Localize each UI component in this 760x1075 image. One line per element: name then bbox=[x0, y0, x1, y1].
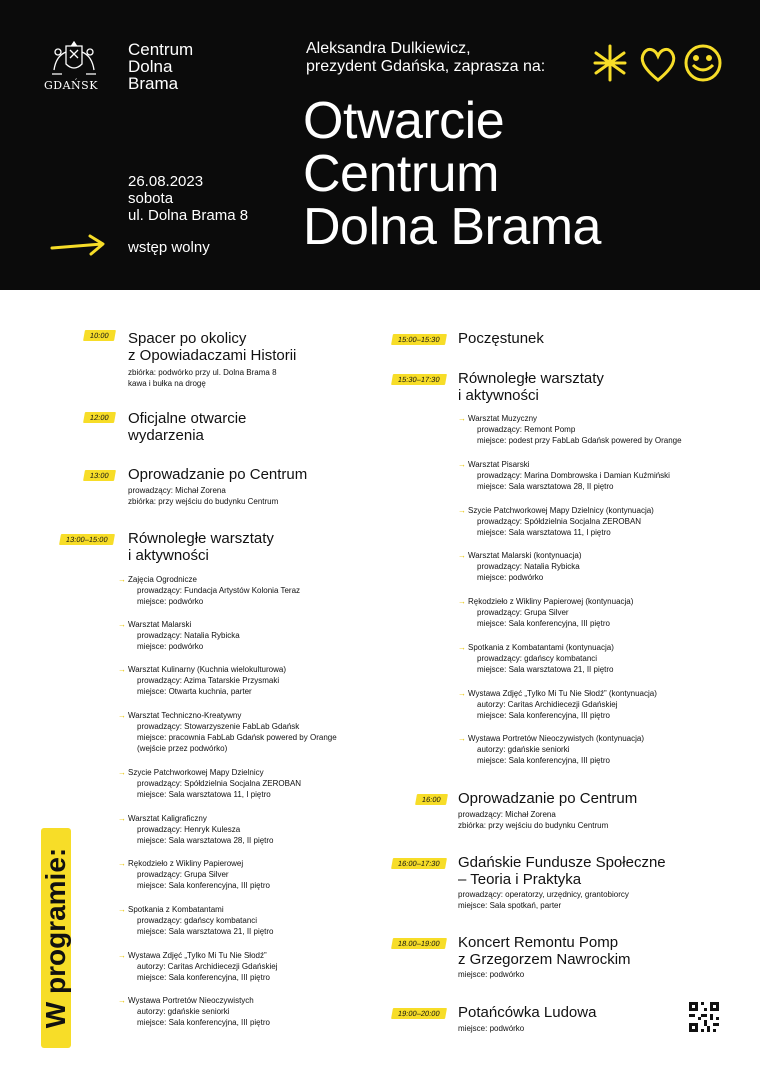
workshop-name: → Warsztat Kaligraficzny bbox=[128, 813, 274, 824]
workshop-item bbox=[128, 858, 270, 891]
workshop-item bbox=[128, 767, 301, 800]
workshop-detail: miejsce: Sala konferencyjna, III piętro bbox=[477, 711, 610, 720]
workshop-name: → Rękodzieło z Wikliny Papierowej bbox=[128, 858, 270, 869]
event-day: sobota bbox=[128, 190, 174, 207]
free-entry: wstęp wolny bbox=[128, 239, 210, 256]
event-details bbox=[458, 1023, 524, 1034]
event-name-line: i aktywności bbox=[458, 387, 539, 404]
workshop-detail: miejsce: pracownia FabLab Gdańsk powered by Orange bbox=[137, 733, 337, 742]
workshop-name: → Spotkania z Kombatantami (kontynuacja) bbox=[468, 642, 614, 653]
event-name-line: wydarzenia bbox=[128, 427, 204, 444]
workshop-item bbox=[128, 574, 300, 607]
workshop-item bbox=[128, 813, 274, 846]
smiley-icon bbox=[686, 46, 720, 80]
event-name bbox=[458, 1004, 596, 1021]
event-name bbox=[128, 530, 274, 564]
workshop-item bbox=[128, 904, 274, 937]
workshop-name: → Wystawa Zdjęć „Tylko Mi Tu Nie Słodź” (kontynuacja) bbox=[468, 688, 657, 699]
time-badge: 10:00 bbox=[83, 330, 116, 341]
workshop-name: → Warsztat Techniczno-Kreatywny bbox=[128, 710, 337, 721]
workshop-detail: prowadzący: Remont Pomp bbox=[477, 425, 576, 434]
event-name bbox=[458, 854, 666, 888]
event-name bbox=[458, 790, 637, 807]
workshop-detail: miejsce: Otwarta kuchnia, parter bbox=[137, 687, 252, 696]
workshop-detail: prowadzący: Natalia Rybicka bbox=[137, 631, 240, 640]
workshop-detail: miejsce: podwórko bbox=[137, 597, 204, 606]
workshop-item bbox=[468, 642, 614, 675]
asterisk-icon bbox=[595, 46, 625, 80]
time-badge: 15:00–15:30 bbox=[391, 334, 447, 345]
event-title bbox=[303, 92, 601, 256]
event-name-line: Oprowadzanie po Centrum bbox=[458, 790, 638, 807]
title-line: Centrum bbox=[303, 145, 499, 203]
workshop-detail: prowadzący: Azima Tatarskie Przysmaki bbox=[137, 676, 280, 685]
workshop-name: → Zajęcia Ogrodnicze bbox=[128, 574, 300, 585]
workshop-detail: miejsce: Sala warsztatowa 28, II piętro bbox=[137, 836, 274, 845]
workshop-item bbox=[468, 550, 582, 583]
workshop-name: → Wystawa Portretów Nieoczywistych (kontynuacja) bbox=[468, 733, 644, 744]
workshop-item bbox=[468, 505, 654, 538]
time-badge: 16:00 bbox=[415, 794, 448, 805]
workshop-detail: prowadzący: Grupa Silver bbox=[477, 608, 569, 617]
workshop-name: → Szycie Patchworkowej Mapy Dzielnicy bbox=[128, 767, 301, 778]
program-label-text: W programie: bbox=[40, 847, 71, 1029]
event-name bbox=[458, 330, 544, 347]
workshop-item bbox=[468, 688, 657, 721]
event-detail-line: prowadzący: Michał Zorena bbox=[458, 810, 556, 819]
event-name bbox=[458, 370, 604, 404]
workshop-name: → Wystawa Zdjęć „Tylko Mi Tu Nie Słodź” bbox=[128, 950, 278, 961]
event-name bbox=[128, 466, 307, 483]
workshop-name: → Szycie Patchworkowej Mapy Dzielnicy (kontynuacja) bbox=[468, 505, 654, 516]
workshop-detail: prowadzący: Fundacja Artystów Kolonia Teraz bbox=[137, 586, 301, 595]
workshop-item bbox=[468, 596, 633, 629]
qr-code-icon bbox=[689, 1002, 719, 1032]
workshop-item bbox=[468, 413, 682, 446]
time-badge: 19:00–20:00 bbox=[391, 1008, 447, 1019]
event-details bbox=[128, 367, 277, 389]
workshop-detail: prowadzący: Spółdzielnia Socjalna ZEROBAN bbox=[477, 517, 642, 526]
event-detail-line: miejsce: podwórko bbox=[458, 1024, 525, 1033]
workshop-detail: autorzy: gdańskie seniorki bbox=[477, 745, 570, 754]
workshop-detail: miejsce: Sala warsztatowa 28, II piętro bbox=[477, 482, 614, 491]
event-name-line: Oficjalne otwarcie bbox=[128, 410, 247, 427]
event-name-line: Równoległe warsztaty bbox=[458, 370, 604, 387]
organizer-name bbox=[128, 41, 193, 92]
workshop-detail: miejsce: Sala warsztatowa 21, II piętro bbox=[137, 927, 274, 936]
title-line: Dolna Brama bbox=[303, 198, 601, 256]
workshop-item bbox=[128, 664, 286, 697]
workshop-detail: miejsce: Sala konferencyjna, III piętro bbox=[137, 973, 270, 982]
workshop-detail: miejsce: podwórko bbox=[477, 573, 544, 582]
workshop-detail: miejsce: Sala warsztatowa 11, I piętro bbox=[137, 790, 271, 799]
event-detail-line: zbiórka: przy wejściu do budynku Centrum bbox=[128, 497, 279, 506]
workshop-name: → Warsztat Kulinarny (Kuchnia wielokulturowa) bbox=[128, 664, 286, 675]
event-details bbox=[128, 173, 248, 224]
workshop-item bbox=[128, 950, 278, 983]
heart-icon bbox=[642, 49, 674, 80]
workshop-detail: miejsce: podest przy FabLab Gdańsk powered by Orange bbox=[477, 436, 682, 445]
event-detail-line: miejsce: Sala spotkań, parter bbox=[458, 901, 562, 910]
workshop-name: → Wystawa Portretów Nieoczywistych bbox=[128, 995, 270, 1006]
event-name-line: Koncert Remontu Pomp bbox=[458, 934, 619, 951]
workshop-detail: miejsce: Sala konferencyjna, III piętro bbox=[477, 619, 610, 628]
event-detail-line: zbiórka: przy wejściu do budynku Centrum bbox=[458, 821, 609, 830]
event-name bbox=[458, 934, 631, 968]
workshop-detail: miejsce: Sala konferencyjna, III piętro bbox=[137, 881, 270, 890]
organizer-line: Centrum bbox=[128, 40, 194, 59]
time-badge: 13:00 bbox=[83, 470, 116, 481]
event-name-line: Spacer po okolicy bbox=[128, 330, 247, 347]
header-banner bbox=[0, 0, 760, 290]
workshop-detail: prowadzący: Stowarzyszenie FabLab Gdańsk bbox=[137, 722, 300, 731]
time-badge: 12:00 bbox=[83, 412, 116, 423]
time-badge: 16:00–17:30 bbox=[391, 858, 447, 869]
workshop-detail: miejsce: Sala konferencyjna, III piętro bbox=[477, 756, 610, 765]
event-details bbox=[458, 809, 608, 831]
workshop-detail: prowadzący: gdańscy kombatanci bbox=[477, 654, 598, 663]
event-name-line: Równoległe warsztaty bbox=[128, 530, 274, 547]
event-detail-line: miejsce: podwórko bbox=[458, 970, 525, 979]
time-badge: 18.00–19:00 bbox=[391, 938, 447, 949]
workshop-item bbox=[468, 733, 644, 766]
workshop-detail: prowadzący: Marina Dombrowska i Damian Kuźmiński bbox=[477, 471, 670, 480]
title-line: Otwarcie bbox=[303, 92, 505, 150]
event-name-line: Potańcówka Ludowa bbox=[458, 1004, 597, 1021]
workshop-detail: miejsce: Sala konferencyjna, III piętro bbox=[137, 1018, 270, 1027]
gdansk-crest-icon bbox=[44, 40, 104, 76]
workshop-item bbox=[468, 459, 670, 492]
event-details bbox=[458, 969, 524, 980]
event-name bbox=[128, 410, 246, 444]
workshop-name: → Warsztat Pisarski bbox=[468, 459, 670, 470]
event-name-line: z Opowiadaczami Historii bbox=[128, 347, 297, 364]
organizer-line: Dolna bbox=[128, 57, 173, 76]
arrow-right-icon bbox=[50, 234, 106, 263]
workshop-detail: prowadzący: Natalia Rybicka bbox=[477, 562, 580, 571]
event-detail-line: prowadzący: operatorzy, urzędnicy, grantobiorcy bbox=[458, 890, 629, 899]
workshop-detail: (wejście przez podwórko) bbox=[137, 744, 228, 753]
workshop-detail: miejsce: Sala warsztatowa 11, I piętro bbox=[477, 528, 611, 537]
workshop-detail: autorzy: Caritas Archidiecezji Gdańskiej bbox=[137, 962, 278, 971]
time-badge: 13:00–15:00 bbox=[59, 534, 115, 545]
invitation-line: Aleksandra Dulkiewicz, bbox=[306, 40, 471, 57]
workshop-detail: miejsce: podwórko bbox=[137, 642, 204, 651]
event-detail-line: kawa i bułka na drogę bbox=[128, 379, 206, 388]
event-details bbox=[458, 889, 629, 911]
workshop-item bbox=[128, 995, 270, 1028]
event-name-line: Poczęstunek bbox=[458, 330, 544, 347]
program-label bbox=[41, 828, 71, 1048]
city-name: GDAŃSK bbox=[44, 79, 98, 92]
workshop-name: → Warsztat Malarski bbox=[128, 619, 240, 630]
event-address: ul. Dolna Brama 8 bbox=[128, 207, 249, 224]
workshop-item bbox=[128, 710, 337, 754]
workshop-name: → Spotkania z Kombatantami bbox=[128, 904, 274, 915]
workshop-detail: prowadzący: Henryk Kulesza bbox=[137, 825, 241, 834]
event-detail-line: prowadzący: Michał Zorena bbox=[128, 486, 226, 495]
workshop-detail: prowadzący: gdańscy kombatanci bbox=[137, 916, 258, 925]
workshop-detail: autorzy: gdańskie seniorki bbox=[137, 1007, 230, 1016]
invitation-line: prezydent Gdańska, zaprasza na: bbox=[306, 58, 546, 75]
workshop-name: → Warsztat Malarski (kontynuacja) bbox=[468, 550, 582, 561]
event-name-line: i aktywności bbox=[128, 547, 209, 564]
workshop-detail: prowadzący: Spółdzielnia Socjalna ZEROBAN bbox=[137, 779, 302, 788]
event-name-line: – Teoria i Praktyka bbox=[458, 871, 582, 888]
invitation-text bbox=[306, 40, 545, 76]
workshop-detail: miejsce: Sala warsztatowa 21, II piętro bbox=[477, 665, 614, 674]
organizer-line: Brama bbox=[128, 74, 179, 93]
event-detail-line: zbiórka: podwórko przy ul. Dolna Brama 8 bbox=[128, 368, 277, 377]
event-name-line: Gdańskie Fundusze Społeczne bbox=[458, 854, 666, 871]
event-name-line: z Grzegorzem Nawrockim bbox=[458, 951, 631, 968]
event-name-line: Oprowadzanie po Centrum bbox=[128, 466, 308, 483]
event-date: 26.08.2023 bbox=[128, 173, 204, 190]
event-details bbox=[128, 485, 278, 507]
event-name bbox=[128, 330, 296, 364]
workshop-name: → Rękodzieło z Wikliny Papierowej (kontynuacja) bbox=[468, 596, 633, 607]
workshop-name: → Warsztat Muzyczny bbox=[468, 413, 682, 424]
workshop-item bbox=[128, 619, 240, 652]
workshop-detail: prowadzący: Grupa Silver bbox=[137, 870, 229, 879]
doodles bbox=[592, 43, 722, 90]
time-badge: 15:30–17:30 bbox=[391, 374, 447, 385]
workshop-detail: autorzy: Caritas Archidiecezji Gdańskiej bbox=[477, 700, 618, 709]
